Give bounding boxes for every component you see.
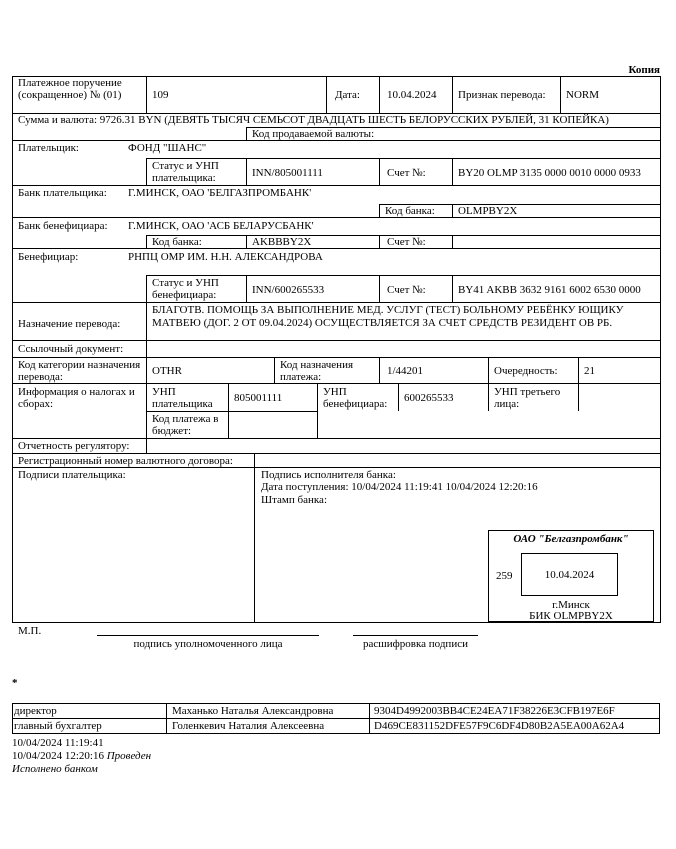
priority-label: Очередность: xyxy=(494,365,558,377)
beneficiary-name: РНПЦ ОМР ИМ. Н.Н. АЛЕКСАНДРОВА xyxy=(128,251,323,263)
log-line-2 xyxy=(12,750,151,762)
beneficiary-bank-code-label: Код банка: xyxy=(152,236,202,248)
beneficiary-bank-code: AKBBBY2X xyxy=(252,236,312,248)
beneficiary-account: BY41 AKBB 3632 9161 6002 6530 0000 xyxy=(458,284,641,296)
signer-name: Маханько Наталья Александровна xyxy=(172,705,334,717)
category-label: Код категории назначения перевода: xyxy=(18,359,141,383)
payer-bank-label: Банк плательщика: xyxy=(18,187,107,199)
purpose-code-label: Код назначения платежа: xyxy=(280,359,354,383)
beneficiary-bank-account-label: Счет №: xyxy=(387,236,426,248)
date-label: Дата: xyxy=(335,89,360,101)
reference-label: Ссылочный документ: xyxy=(18,343,124,355)
order-title: Платежное поручение (сокращенное) № (01) xyxy=(18,77,122,101)
purpose-code: 1/44201 xyxy=(387,365,424,377)
regulator-label: Отчетность регулятору: xyxy=(18,440,130,452)
payer-status-label: Статус и УНП плательщика: xyxy=(152,160,219,184)
beneficiary-inn: INN/600265533 xyxy=(252,284,325,296)
log-line-2-time: 10/04/2024 12:20:16 xyxy=(12,750,104,762)
log-line-3: Исполнено банком xyxy=(12,763,98,775)
transfer-sign: NORM xyxy=(566,89,600,101)
beneficiary-status-label: Статус и УНП бенефициара: xyxy=(152,277,219,301)
payer-bank-code-label: Код банка: xyxy=(385,205,435,217)
signer-name: Голенкевич Наталия Алексеевна xyxy=(172,720,325,732)
stamp-date: 10.04.2024 xyxy=(544,569,595,581)
taxes-label: Информация о налогах и сборах: xyxy=(18,386,135,410)
tax-payer-unp: 805001111 xyxy=(234,392,283,404)
order-number: 109 xyxy=(152,89,169,101)
signer-hash: 9304D4992003BB4CE24EA71F38226E3CFB197E6F xyxy=(374,705,615,717)
payer-inn: INN/805001111 xyxy=(252,167,323,179)
beneficiary-bank-label: Банк бенефициара: xyxy=(18,220,108,232)
bank-signature-label: Подпись исполнителя банка: xyxy=(261,469,396,481)
payer-name: ФОНД "ШАНС" xyxy=(128,142,207,154)
stamp-number: 259 xyxy=(496,570,513,582)
budget-code-label: Код платежа в бюджет: xyxy=(152,413,219,437)
signer-role: директор xyxy=(14,705,57,717)
third-party-unp-label: УНП третьего лица: xyxy=(494,386,561,410)
payer-account: BY20 OLMP 3135 0000 0010 0000 0933 xyxy=(458,167,641,179)
priority: 21 xyxy=(584,365,595,377)
beneficiary-label: Бенефициар: xyxy=(18,251,79,263)
payer-bank-code: OLMPBY2X xyxy=(458,205,518,217)
payer-signatures-label: Подписи плательщика: xyxy=(18,469,126,481)
copy-mark: Копия xyxy=(628,64,660,76)
amount-text: Сумма и валюта: 9726.31 BYN (ДЕВЯТЬ ТЫСЯЧ СЕМЬСОТ ДВАДЦАТЬ ШЕСТЬ БЕЛОРУССКИХ РУБЛЕЙ, 31 КОПЕЙКА) xyxy=(18,114,609,126)
receipt-date: Дата поступления: 10/04/2024 11:19:41 10/04/2024 12:20:16 xyxy=(261,481,538,493)
beneficiary-bank-name: Г.МИНСК, ОАО 'АСБ БЕЛАРУСБАНК' xyxy=(128,220,314,232)
tax-beneficiary-unp: 600265533 xyxy=(404,392,454,404)
tax-payer-unp-label: УНП плательщика xyxy=(152,386,213,410)
stamp-city: г.Минск xyxy=(552,599,590,611)
authorized-sign-caption: подпись уполномоченного лица xyxy=(133,638,283,650)
stamp-bik: БИК OLMPBY2X xyxy=(529,610,613,622)
payer-account-label: Счет №: xyxy=(387,167,426,179)
purpose-label: Назначение перевода: xyxy=(18,318,121,330)
log-line-2-status: Проведен xyxy=(106,750,152,762)
contract-label: Регистрационный номер валютного договора: xyxy=(18,455,233,467)
log-line-1: 10/04/2024 11:19:41 xyxy=(12,737,104,749)
stamp-bank-name: ОАО "Белгазпромбанк" xyxy=(513,533,629,545)
mp-label: М.П. xyxy=(18,625,42,637)
sold-currency-label: Код продаваемой валюты: xyxy=(252,128,375,140)
decoding-caption: расшифровка подписи xyxy=(363,638,468,650)
order-date: 10.04.2024 xyxy=(387,89,437,101)
transfer-sign-label: Признак перевода: xyxy=(458,89,546,101)
stamp-label: Штамп банка: xyxy=(261,494,327,506)
beneficiary-account-label: Счет №: xyxy=(387,284,426,296)
signer-hash: D469CE831152DFE57F9C6DF4D80B2A5EA00A62A4 xyxy=(374,720,625,732)
signer-role: главный бухгалтер xyxy=(14,720,102,732)
payer-label: Плательщик: xyxy=(18,142,79,154)
payer-bank-name: Г.МИНСК, ОАО 'БЕЛГАЗПРОМБАНК' xyxy=(128,187,312,199)
purpose-text: БЛАГОТВ. ПОМОЩЬ ЗА ВЫПОЛНЕНИЕ МЕД. УСЛУГ (ТЕСТ) БОЛЬНОМУ РЕБЁНКУ ЮЩИКУ МАТВЕЮ (ДОГ. 2 ОТ 09.04.2024) ОСУЩЕСТВЛЯЕТСЯ ЗА СЧЕТ СРЕДСТВ РЕЗИДЕНТ ОВ РБ. xyxy=(152,304,624,329)
category-value: OTHR xyxy=(152,365,182,377)
asterisk-mark: * xyxy=(12,677,18,689)
tax-beneficiary-unp-label: УНП бенефициара: xyxy=(323,386,388,410)
